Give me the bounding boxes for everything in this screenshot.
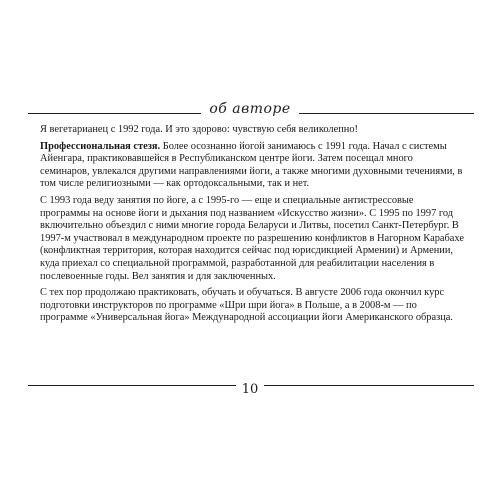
body-text	[40, 124, 465, 329]
paragraph-vegetarian: Я вегетарианец с 1992 года. И это здорово: чувствую себя великолепно!	[40, 124, 358, 135]
paragraph-teaching: С 1993 года веду занятия по йоге, а с 1995-го — еще и специальные антистрессовые программы на основе йоги и дыхания под названием «Искусство жизни». С 1995 по 1997 год включительно объездил с ними многие города Беларуси и Литвы, посетил Санкт-Петербург. В 1997-м участвовал в международном проекте по разрешению конфликтов в Нагорном Карабахе (конфликтная территория, которая находится сейчас под юрисдикцией Армении) и Армении, куда приехал со специальной программой, разработанной для реабилитации населения в послевоенные годы. Вел занятия и для заключенных.	[40, 194, 464, 282]
paragraph-training: С тех пор продолжаю практиковать, обучать и обучаться. В августе 2006 года окончил курс подготовки инструкторов по программе «Шри шри йога» в Польше, а в 2008-м — по программе «Универсальная йога» Международной ассоциации йоги Американского образца.	[40, 287, 453, 324]
paragraph-professional-text: Более осознанно йогой занимаюсь с 1991 года. Начал с системы Айенгара, практиковавшейся в Республиканском центре йоги. Затем посещал много семинаров, увлекался другими направлениями йоги, а также многими духовными течениями, в том числе религиозными — как ортодоксальными, так и нет.	[40, 140, 463, 190]
page-number-container	[0, 380, 500, 398]
section-header	[0, 98, 500, 120]
section-title: об авторе	[201, 98, 298, 120]
paragraph-professional	[40, 141, 465, 191]
page-number: 10	[236, 383, 265, 397]
paragraph-lead: Профессиональная стезя.	[40, 140, 161, 152]
